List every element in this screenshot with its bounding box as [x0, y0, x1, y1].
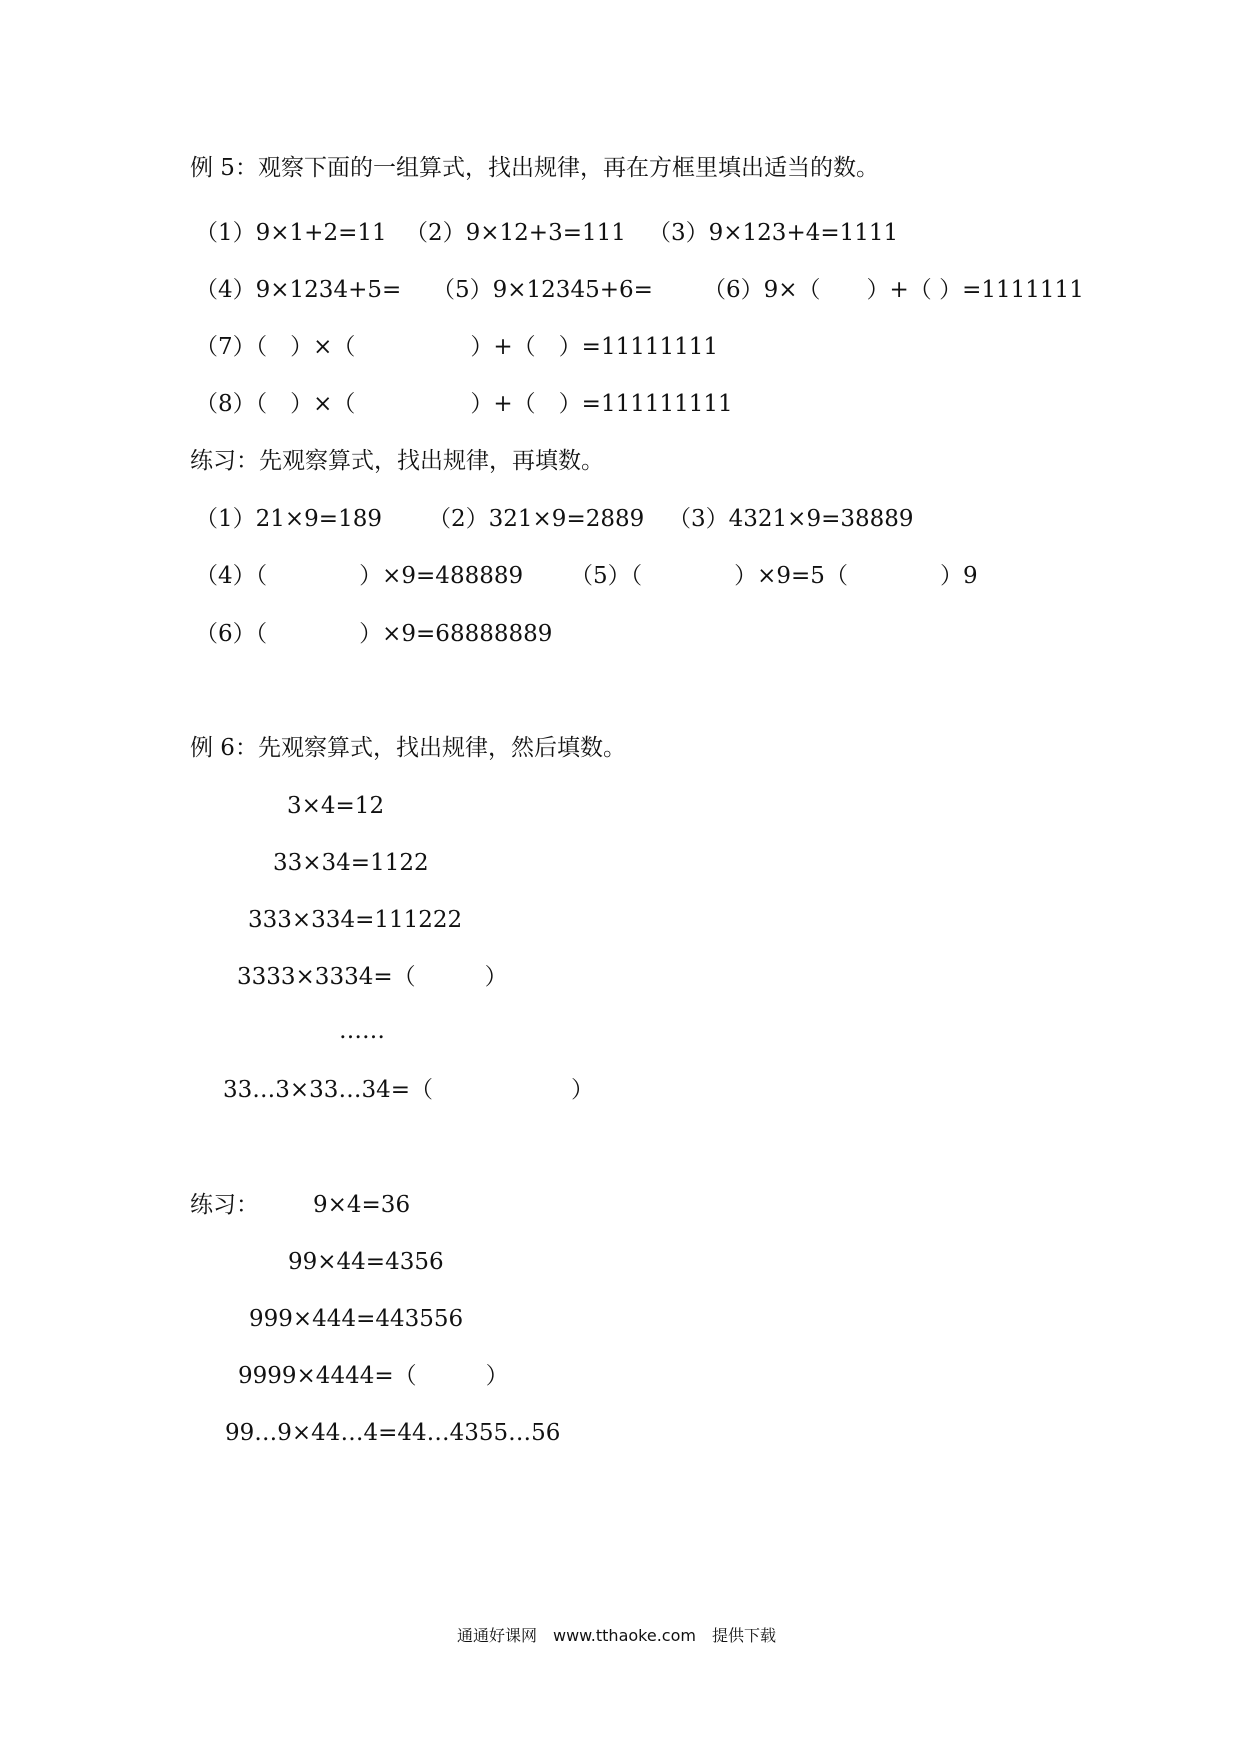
example6-ellipsis: ……	[339, 1018, 385, 1044]
example6-line-4: 3333×3334=（ ）	[237, 964, 508, 990]
practice1-item-2: （2）321×9=2889	[428, 506, 645, 532]
practice1-item-1: （1）21×9=189	[195, 506, 382, 532]
practice1-title: 练习：先观察算式，找出规律，再填数。	[190, 448, 604, 474]
practice2-line-5: 99…9×44…4=44…4355…56	[225, 1420, 561, 1446]
example6-line-1: 3×4=12	[287, 793, 385, 819]
example6-line-3: 333×334=111222	[248, 907, 463, 933]
practice2-label: 练习：	[190, 1192, 259, 1218]
footer-credit: 通通好课网 www.tthaoke.com 提供下载	[457, 1626, 776, 1645]
example5-title: 例 5：观察下面的一组算式，找出规律，再在方框里填出适当的数。	[190, 155, 879, 181]
example6-line-5: 33…3×33…34=（ ）	[223, 1077, 594, 1103]
example5-item-2: （2）9×12+3=111	[405, 220, 626, 246]
example5-item-1: （1）9×1+2=11	[195, 220, 387, 246]
practice2-line-4: 9999×4444=（ ）	[238, 1363, 509, 1389]
example5-item-6: （6）9×（ ）+（ ）=1111111	[703, 277, 1084, 303]
practice1-item-5: （5）（ ）×9=5（ ）9	[570, 563, 978, 589]
practice1-item-4: （4）（ ）×9=488889	[195, 563, 524, 589]
practice2-line-2: 99×44=4356	[288, 1249, 444, 1275]
example6-title: 例 6：先观察算式，找出规律，然后填数。	[190, 735, 626, 761]
example5-item-4: （4）9×1234+5=	[195, 277, 402, 303]
practice2-line-3: 999×444=443556	[249, 1306, 464, 1332]
example5-item-7: （7）（ ）×（ ）+（ ）=11111111	[195, 334, 719, 360]
practice1-item-6: （6）（ ）×9=68888889	[195, 621, 553, 647]
example5-item-3: （3）9×123+4=1111	[648, 220, 899, 246]
example5-item-8: （8）（ ）×（ ）+（ ）=111111111	[195, 391, 733, 417]
example6-line-2: 33×34=1122	[273, 850, 429, 876]
practice2-line-1: 9×4=36	[313, 1192, 411, 1218]
example5-item-5: （5）9×12345+6=	[432, 277, 653, 303]
practice1-item-3: （3）4321×9=38889	[668, 506, 914, 532]
